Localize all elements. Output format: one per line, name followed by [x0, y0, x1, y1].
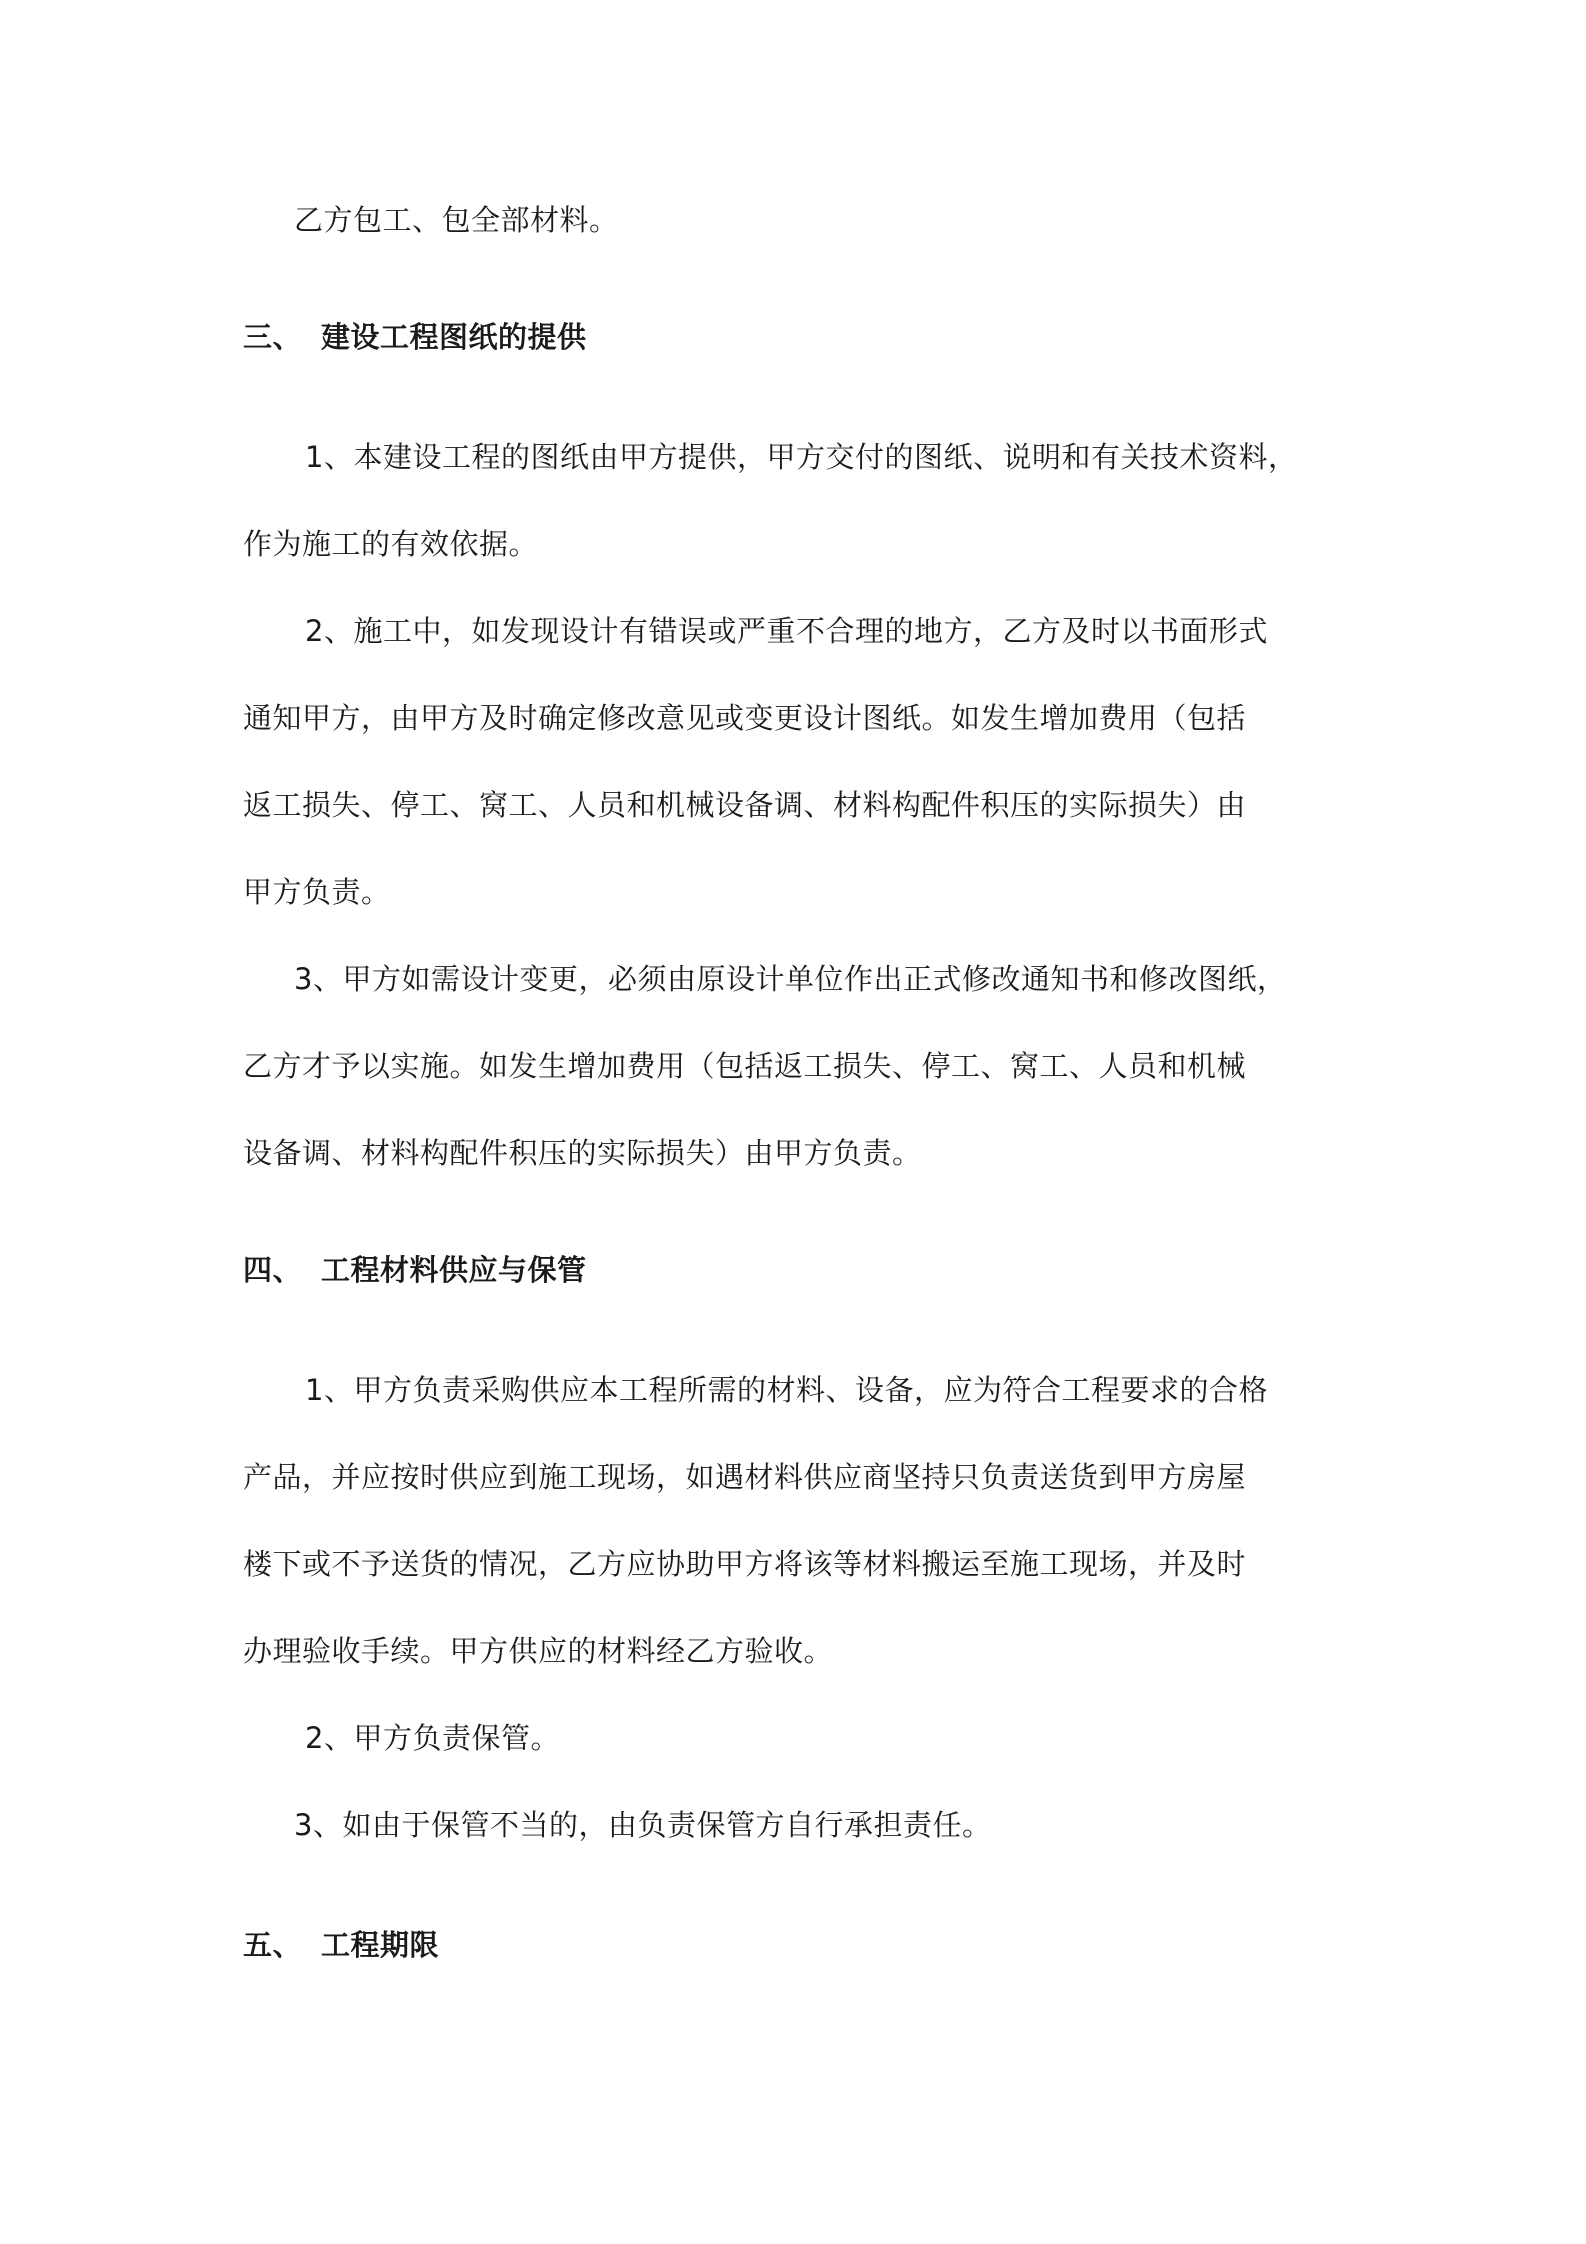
section-5-heading	[243, 1925, 439, 1965]
section-3-item-2-line-2: 通知甲方，由甲方及时确定修改意见或变更设计图纸。如发生增加费用（包括	[243, 701, 1247, 735]
section-3-item-3-line-2: 乙方才予以实施。如发生增加费用（包括返工损失、停工、窝工、人员和机械	[243, 1049, 1247, 1083]
section-3-heading	[243, 317, 587, 357]
section-3-title: 建设工程图纸的提供	[321, 320, 587, 354]
section-5-number: 五、	[243, 1928, 303, 1962]
section-3-item-1-line-1: 1、本建设工程的图纸由甲方提供，甲方交付的图纸、说明和有关技术资料，	[305, 440, 1298, 474]
section-3-item-2-line-3: 返工损失、停工、窝工、人员和机械设备调、材料构配件积压的实际损失）由	[243, 788, 1247, 822]
section-4-item-3: 3、如由于保管不当的，由负责保管方自行承担责任。	[294, 1808, 992, 1842]
section-4-item-1-line-2: 产品，并应按时供应到施工现场，如遇材料供应商坚持只负责送货到甲方房屋	[243, 1460, 1247, 1494]
section-4-number: 四、	[243, 1253, 303, 1287]
section-5-title: 工程期限	[321, 1928, 440, 1962]
section-3-item-1-line-2: 作为施工的有效依据。	[243, 527, 539, 561]
section-4-item-1-line-3: 楼下或不予送货的情况，乙方应协助甲方将该等材料搬运至施工现场，并及时	[243, 1547, 1247, 1581]
section-4-title: 工程材料供应与保管	[321, 1253, 587, 1287]
section-3-item-3-line-1: 3、甲方如需设计变更，必须由原设计单位作出正式修改通知书和修改图纸，	[294, 962, 1287, 996]
section-4-item-1-line-1: 1、甲方负责采购供应本工程所需的材料、设备，应为符合工程要求的合格	[305, 1373, 1268, 1407]
section-4-item-1-line-4: 办理验收手续。甲方供应的材料经乙方验收。	[243, 1634, 834, 1668]
section-4-item-2: 2、甲方负责保管。	[305, 1721, 560, 1755]
section-3-item-2-line-1: 2、施工中，如发现设计有错误或严重不合理的地方，乙方及时以书面形式	[305, 614, 1268, 648]
section-3-item-2-line-4: 甲方负责。	[243, 875, 391, 909]
section-3-item-3-line-3: 设备调、材料构配件积压的实际损失）由甲方负责。	[243, 1136, 922, 1170]
section-4-heading	[243, 1250, 587, 1290]
intro-paragraph: 乙方包工、包全部材料。	[294, 203, 619, 237]
section-3-number: 三、	[243, 320, 303, 354]
